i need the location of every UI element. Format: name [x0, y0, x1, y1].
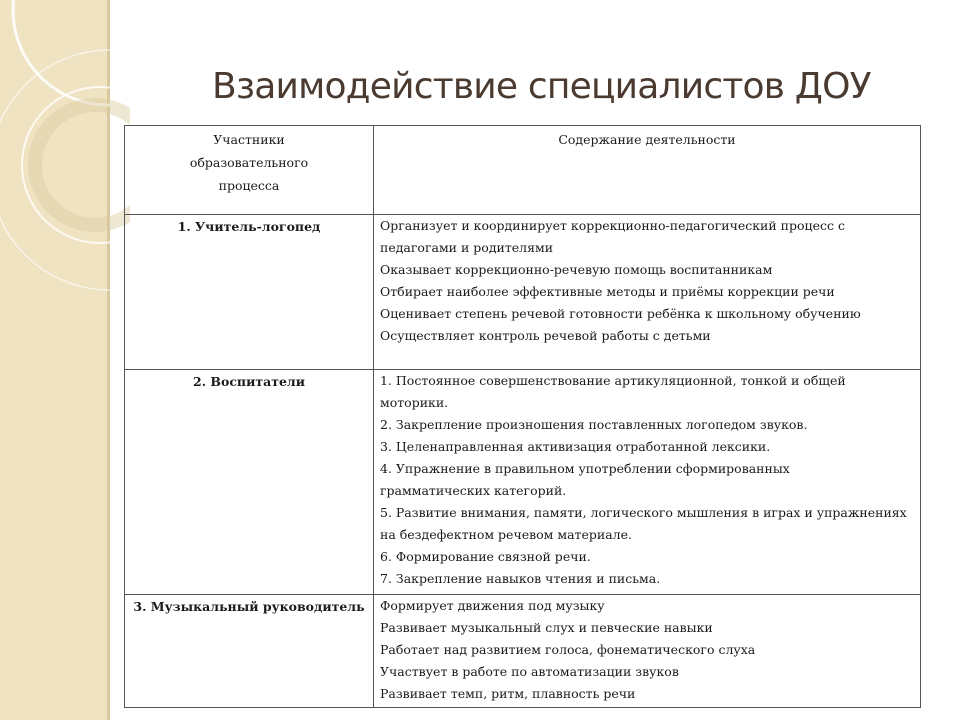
content-line: 3. Целенаправленная активизация отработанной лексики. — [380, 439, 771, 454]
content-line: 1. Постоянное совершенствование артикуляционной, тонкой и общей — [380, 373, 846, 388]
table-row — [125, 215, 921, 370]
role-label: 2. Воспитатели — [193, 374, 305, 389]
content-line: грамматических категорий. — [380, 483, 567, 498]
content-line: Осуществляет контроль речевой работы с детьми — [380, 328, 711, 343]
table-row — [125, 370, 921, 595]
decorative-circles — [0, 0, 130, 720]
content-line: 4. Упражнение в правильном употреблении сформированных — [380, 461, 790, 476]
content-line: 5. Развитие внимания, памяти, логического мышления в играх и упражнениях — [380, 505, 907, 520]
content-line: Организует и координирует коррекционно-педагогический процесс с — [380, 218, 845, 233]
content-line: Участвует в работе по автоматизации звуков — [380, 664, 679, 679]
table-header-row — [125, 126, 921, 215]
content-line: Работает над развитием голоса, фонематического слуха — [380, 642, 756, 657]
activity-table — [124, 125, 921, 708]
content-line: Оценивает степень речевой готовности ребёнка к школьному обучению — [380, 306, 861, 321]
header-participants-line: образовательного — [189, 155, 309, 170]
content-cell — [374, 370, 921, 595]
role-cell — [125, 215, 374, 370]
content-line: 7. Закрепление навыков чтения и письма. — [380, 571, 661, 586]
content-line: Формирует движения под музыку — [380, 598, 605, 613]
role-cell — [125, 370, 374, 595]
content-line: 6. Формирование связной речи. — [380, 549, 591, 564]
content-line: Оказывает коррекционно-речевую помощь воспитанникам — [380, 262, 773, 277]
role-label: 3. Музыкальный руководитель — [133, 599, 365, 614]
table-row — [125, 595, 921, 708]
header-content-label: Содержание деятельности — [558, 132, 736, 147]
role-label: 1. Учитель-логопед — [177, 219, 321, 234]
header-participants-line: Участники — [213, 132, 285, 147]
role-cell — [125, 595, 374, 708]
page-title: Взаимодействие специалистов ДОУ — [212, 66, 871, 107]
header-content — [374, 126, 921, 215]
content-line: на бездефектном речевом материале. — [380, 527, 632, 542]
content-line: моторики. — [380, 395, 449, 410]
header-participants-line: процесса — [218, 178, 280, 193]
content-cell — [374, 595, 921, 708]
content-cell — [374, 215, 921, 370]
content-line: Развивает темп, ритм, плавность речи — [380, 686, 636, 701]
content-line: педагогами и родителями — [380, 240, 554, 255]
content-line: Отбирает наиболее эффективные методы и приёмы коррекции речи — [380, 284, 835, 299]
content-line: 2. Закрепление произношения поставленных логопедом звуков. — [380, 417, 808, 432]
header-participants — [125, 126, 374, 215]
content-line: Развивает музыкальный слух и певческие навыки — [380, 620, 713, 635]
